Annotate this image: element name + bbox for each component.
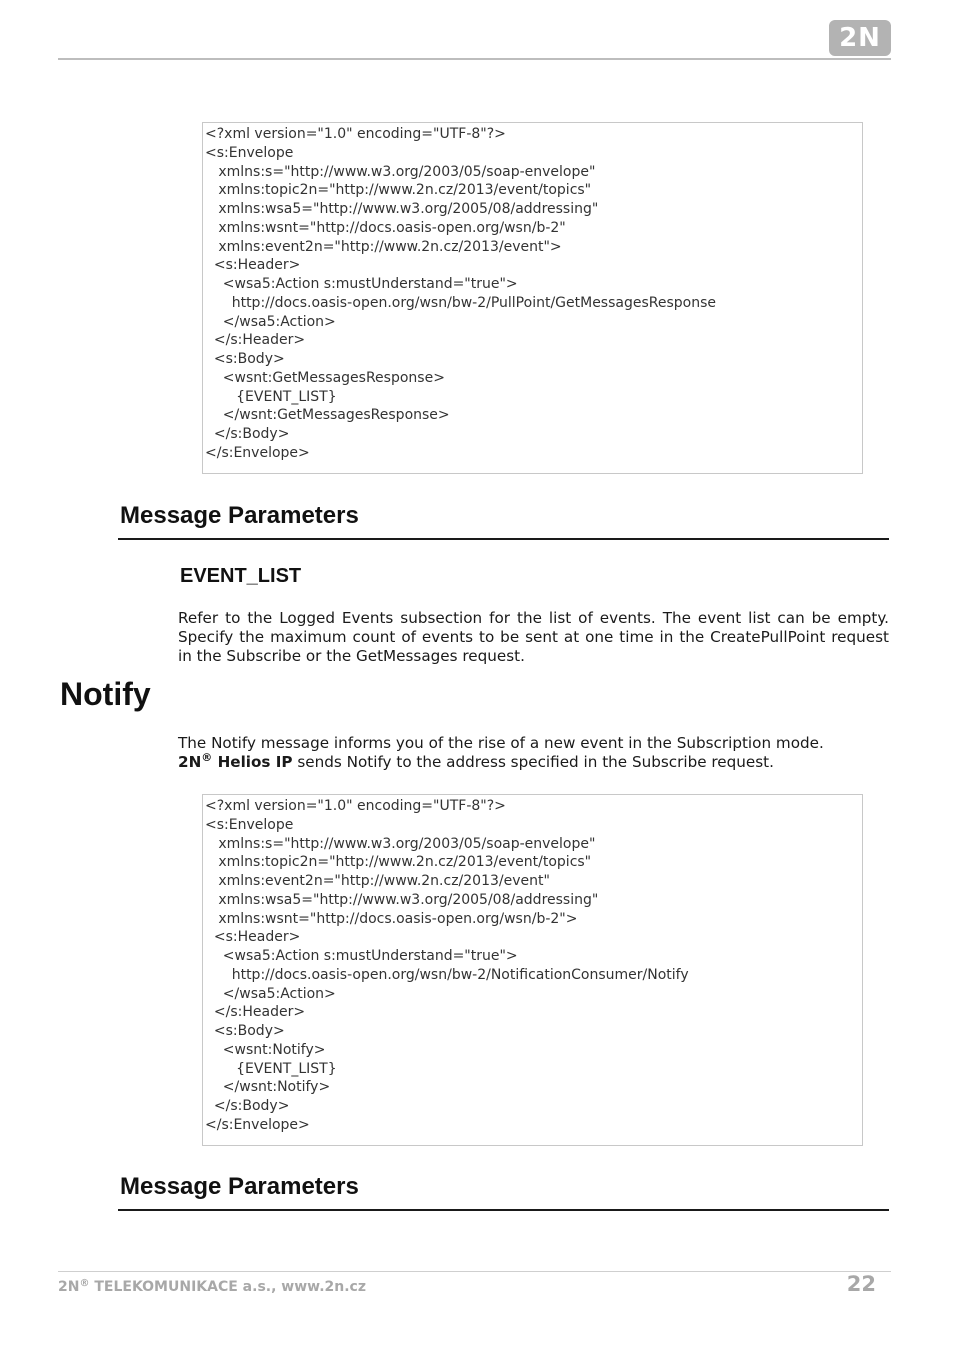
footer-company-text: TELEKOMUNIKACE a.s., www.2n.cz	[89, 1279, 366, 1295]
page-heading-notify: Notify	[60, 676, 151, 712]
code-line: {EVENT_LIST}	[205, 388, 337, 405]
code-line: </wsa5:Action>	[205, 985, 336, 1002]
code-line: </s:Body>	[205, 1098, 290, 1114]
code-line: <?xml version="1.0" encoding="UTF-8"?>	[205, 126, 506, 142]
brand-name: 2N	[178, 753, 202, 771]
brand-logo: 2N	[829, 20, 891, 56]
page-number: 22	[846, 1272, 876, 1296]
code-line: <s:Header>	[205, 929, 301, 946]
code-line: <s:Header>	[205, 257, 301, 274]
registered-mark: ®	[201, 751, 213, 764]
code-line: <wsnt:Notify>	[205, 1041, 326, 1058]
code-line: xmlns:topic2n="http://www.2n.cz/2013/event/topics"	[205, 854, 592, 871]
code-block-notify	[202, 794, 863, 1146]
code-line: <wsa5:Action s:mustUnderstand="true">	[205, 948, 518, 964]
code-line: xmlns:topic2n="http://www.2n.cz/2013/event/topics"	[205, 182, 592, 199]
code-line: xmlns:wsnt="http://docs.oasis-open.org/wsn/b-2"	[205, 219, 566, 236]
section-heading-message-parameters: Message Parameters	[120, 502, 359, 529]
code-line: <s:Body>	[205, 1023, 285, 1039]
code-line: xmlns:s="http://www.w3.org/2003/05/soap-envelope"	[205, 163, 596, 180]
code-line: </s:Header>	[205, 1004, 306, 1021]
code-line: </s:Body>	[205, 426, 290, 442]
footer-brand: 2N	[58, 1279, 80, 1295]
code-block-get-messages-response	[202, 122, 863, 474]
code-line: xmlns:event2n="http://www.2n.cz/2013/event">	[205, 238, 562, 255]
code-line: </s:Envelope>	[205, 444, 310, 461]
notify-intro-line2: sends Notify to the address specified in the Subscribe request.	[292, 753, 774, 771]
code-line: <s:Envelope	[205, 144, 294, 161]
code-line: </wsnt:Notify>	[205, 1079, 331, 1096]
code-line: <s:Envelope	[205, 816, 294, 833]
code-line: xmlns:wsa5="http://www.w3.org/2005/08/addressing"	[205, 201, 599, 217]
section-heading-rule	[118, 538, 889, 540]
section-heading-message-parameters-2: Message Parameters	[120, 1173, 359, 1200]
footer-divider	[58, 1271, 891, 1272]
notify-description	[178, 734, 889, 772]
code-line: {EVENT_LIST}	[205, 1060, 337, 1077]
notify-intro-line1: The Notify message informs you of the rise of a new event in the Subscription mode.	[178, 734, 824, 752]
header-divider	[58, 58, 891, 60]
code-line: <s:Body>	[205, 351, 285, 367]
event-list-description: Refer to the Logged Events subsection for the list of events. The event list can be empty. Specify the maximum count of events to be sent at one time in the CreatePullPoint request in the Subscribe or the GetMessages request.	[178, 609, 889, 665]
product-name: Helios IP	[212, 753, 293, 771]
code-line: <wsa5:Action s:mustUnderstand="true">	[205, 276, 518, 292]
code-line: xmlns:event2n="http://www.2n.cz/2013/event"	[205, 873, 550, 889]
code-line: </s:Header>	[205, 332, 306, 349]
code-line: <wsnt:GetMessagesResponse>	[205, 369, 445, 386]
code-line: xmlns:wsnt="http://docs.oasis-open.org/wsn/b-2">	[205, 910, 578, 927]
subheading-event-list: EVENT_LIST	[180, 565, 302, 587]
code-line: http://docs.oasis-open.org/wsn/bw-2/NotificationConsumer/Notify	[205, 966, 689, 983]
code-line: <?xml version="1.0" encoding="UTF-8"?>	[205, 798, 506, 814]
code-line: xmlns:wsa5="http://www.w3.org/2005/08/addressing"	[205, 891, 599, 908]
code-line: </wsa5:Action>	[205, 313, 336, 330]
code-line: xmlns:s="http://www.w3.org/2003/05/soap-envelope"	[205, 835, 596, 852]
footer-company	[58, 1279, 366, 1295]
footer-registered-mark: ®	[79, 1278, 90, 1289]
code-line: http://docs.oasis-open.org/wsn/bw-2/PullPoint/GetMessagesResponse	[205, 294, 716, 311]
code-line: </s:Envelope>	[205, 1116, 310, 1133]
code-line: </wsnt:GetMessagesResponse>	[205, 407, 450, 424]
section-heading-rule-2	[118, 1209, 889, 1211]
